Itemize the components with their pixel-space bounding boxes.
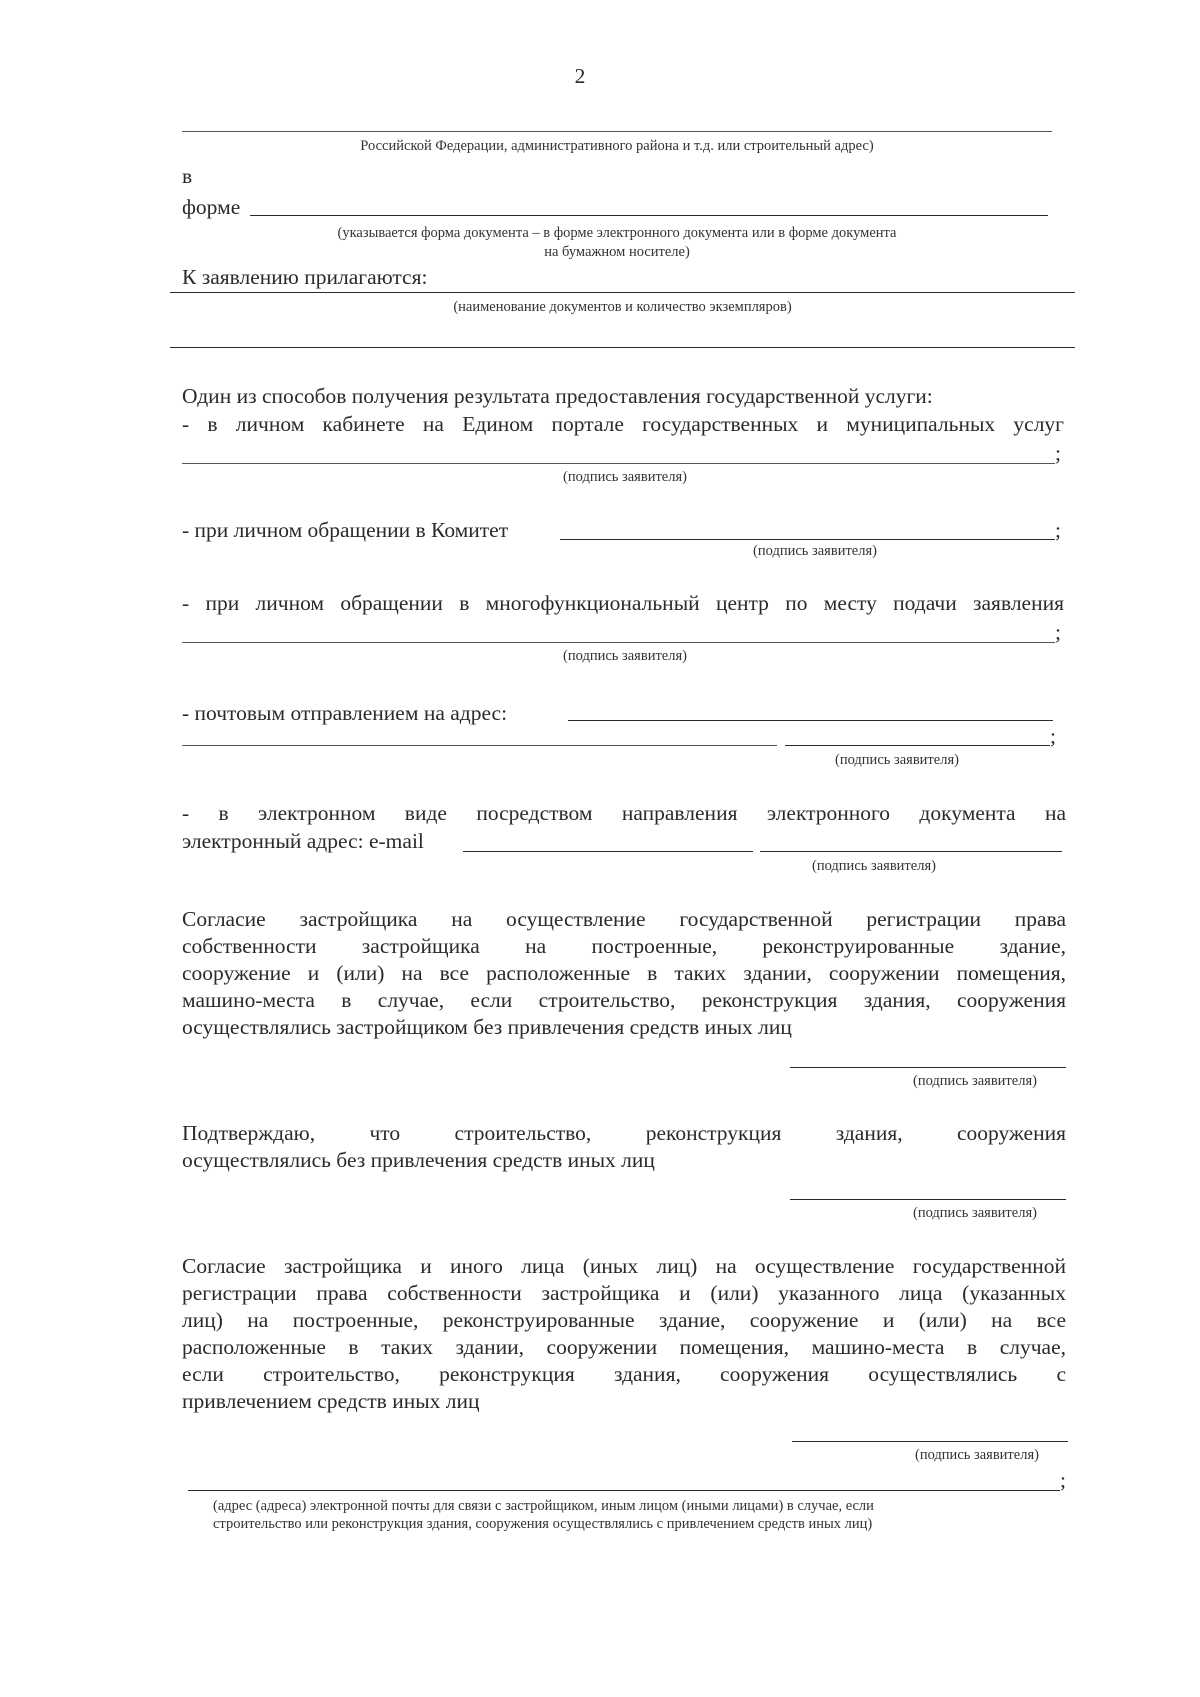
consent1-line: Согласие застройщика на осуществление государственной регистрации права xyxy=(182,907,1066,931)
consent-developer-paragraph xyxy=(182,906,1066,1041)
post-address-line[interactable] xyxy=(568,720,1053,721)
method-email-line-1: - в электронном виде посредством направления электронного документа на xyxy=(182,801,1066,825)
email-address-line[interactable] xyxy=(463,851,753,852)
method-portal: - в личном кабинете на Едином портале государственных и муниципальных услуг xyxy=(182,412,1064,436)
portal-signature-line[interactable] xyxy=(182,463,1055,464)
consent2-signature-caption: (подпись заявителя) xyxy=(915,1447,1039,1463)
post-signature-line[interactable] xyxy=(785,745,1050,746)
forme-field-line[interactable] xyxy=(250,215,1048,216)
consent2-line: регистрации права собственности застройщика и (или) указанного лица (указанных xyxy=(182,1281,1066,1305)
email-signature-line[interactable] xyxy=(760,851,1062,852)
contact-email-line[interactable] xyxy=(188,1490,1060,1491)
method-post: - почтовым отправлением на адрес: xyxy=(182,701,508,725)
consent1-line: осуществлялись застройщиком без привлечения средств иных лиц xyxy=(182,1015,792,1039)
attachments-extra-line[interactable] xyxy=(170,347,1075,348)
portal-semicolon: ; xyxy=(1055,441,1061,465)
contact-email-caption-1: (адрес (адреса) электронной почты для связи с застройщиком, иным лицом (иными лицами) в случае, если xyxy=(213,1498,874,1514)
method-mfc: - при личном обращении в многофункциональный центр по месту подачи заявления xyxy=(182,591,1064,615)
forme-caption-1: (указывается форма документа – в форме электронного документа или в форме документа xyxy=(337,225,897,241)
consent1-signature-line[interactable] xyxy=(790,1067,1066,1068)
consent2-line: Согласие застройщика и иного лица (иных лиц) на осуществление государственной xyxy=(182,1254,1066,1278)
address-caption: Российской Федерации, административного района и т.д. или строительный адрес) xyxy=(360,138,874,154)
address-line xyxy=(182,131,1052,132)
mfc-semicolon: ; xyxy=(1055,620,1061,644)
portal-signature-caption: (подпись заявителя) xyxy=(563,469,687,485)
post-signature-caption: (подпись заявителя) xyxy=(835,752,959,768)
mfc-signature-line[interactable] xyxy=(182,642,1055,643)
consent2-line: расположенные в таких здании, сооружении помещения, машино-места в случае, xyxy=(182,1335,1066,1359)
contact-email-semicolon: ; xyxy=(1060,1468,1066,1492)
method-email-line-2: электронный адрес: e-mail xyxy=(182,829,424,853)
consent1-line: сооружение и (или) на все расположенные в таких здании, сооружении помещения, xyxy=(182,961,1066,985)
confirm-signature-caption: (подпись заявителя) xyxy=(913,1205,1037,1221)
v-label: в xyxy=(182,164,193,188)
forme-label: форме xyxy=(182,195,241,219)
post-address-line-2[interactable] xyxy=(182,745,777,746)
page-number: 2 xyxy=(574,64,586,88)
contact-email-caption-2: строительство или реконструкция здания, сооружения осуществлялись с привлечением средств иных лиц) xyxy=(213,1516,873,1532)
confirm-line: Подтверждаю, что строительство, реконструкция здания, сооружения xyxy=(182,1121,1066,1145)
consent1-signature-caption: (подпись заявителя) xyxy=(913,1073,1037,1089)
methods-title: Один из способов получения результата предоставления государственной услуги: xyxy=(182,384,933,408)
attachments-field-line[interactable] xyxy=(170,292,1075,293)
confirm-signature-line[interactable] xyxy=(790,1199,1066,1200)
attachments-caption: (наименование документов и количество экземпляров) xyxy=(453,299,792,315)
attachments-label: К заявлению прилагаются: xyxy=(182,265,428,289)
confirm-paragraph xyxy=(182,1120,1066,1174)
consent2-line: лиц) на построенные, реконструированные здание, сооружение и (или) на все xyxy=(182,1308,1066,1332)
post-semicolon: ; xyxy=(1050,724,1056,748)
consent2-signature-line[interactable] xyxy=(792,1441,1068,1442)
consent1-line: машино-места в случае, если строительство, реконструкция здания, сооружения xyxy=(182,988,1066,1012)
consent-developer-others-paragraph xyxy=(182,1253,1066,1415)
method-committee: - при личном обращении в Комитет xyxy=(182,518,509,542)
forme-caption-2: на бумажном носителе) xyxy=(544,244,690,260)
committee-signature-line[interactable] xyxy=(560,539,1055,540)
confirm-line: осуществлялись без привлечения средств иных лиц xyxy=(182,1148,655,1172)
consent1-line: собственности застройщика на построенные, реконструированные здание, xyxy=(182,934,1066,958)
consent2-line: привлечением средств иных лиц xyxy=(182,1389,480,1413)
email-signature-caption: (подпись заявителя) xyxy=(812,858,936,874)
committee-semicolon: ; xyxy=(1055,518,1061,542)
mfc-signature-caption: (подпись заявителя) xyxy=(563,648,687,664)
consent2-line: если строительство, реконструкция здания, сооружения осуществлялись с xyxy=(182,1362,1066,1386)
committee-signature-caption: (подпись заявителя) xyxy=(753,543,877,559)
